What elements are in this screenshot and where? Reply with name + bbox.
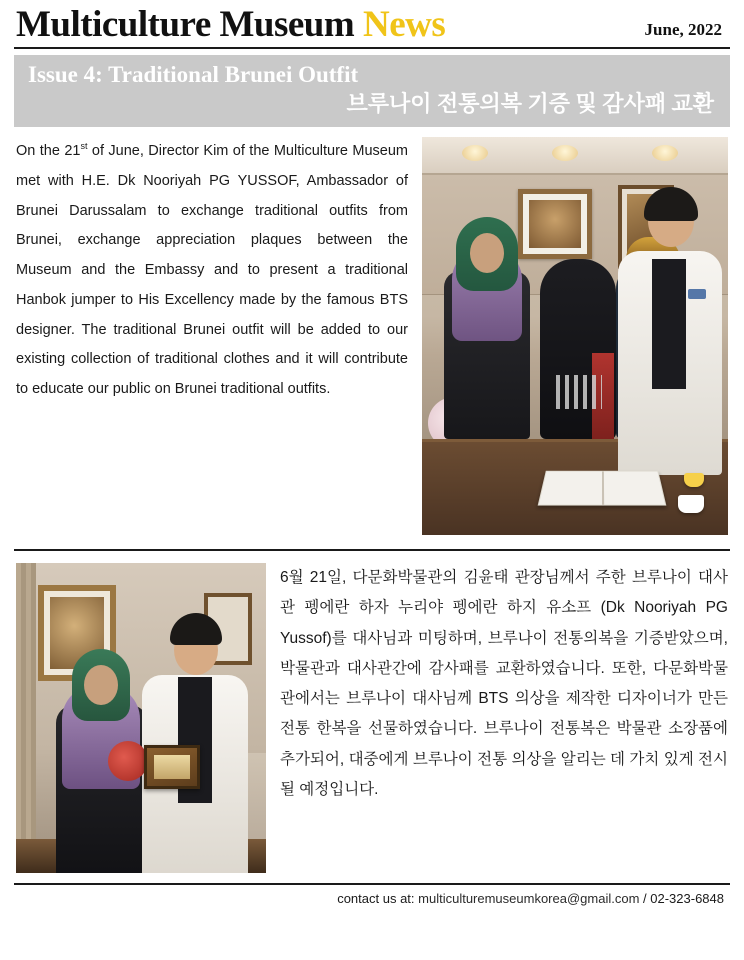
person-ambassador	[444, 203, 530, 439]
person-director-kim	[618, 175, 722, 475]
masthead-title-accent: News	[362, 4, 446, 45]
masthead-title	[16, 6, 445, 43]
article-top	[12, 137, 732, 535]
footer-contact	[12, 885, 732, 906]
masthead	[12, 0, 732, 45]
issue-banner	[14, 55, 730, 127]
masthead-divider	[14, 47, 730, 49]
footer-phone: / 02-323-6848	[639, 891, 724, 907]
footer-contact-prefix: contact us at:	[337, 891, 419, 907]
photo-plaque-exchange	[16, 563, 266, 873]
appreciation-plaque-icon	[144, 745, 200, 789]
article-bottom	[12, 563, 732, 873]
masthead-title-main: Multiculture Museum	[16, 4, 355, 45]
ordinal-suffix: st	[80, 141, 88, 152]
bouquet-icon	[108, 741, 148, 781]
person-director-kim	[142, 605, 248, 873]
issue-date: June, 2022	[644, 20, 722, 39]
article-top-body	[16, 137, 408, 535]
open-book-icon	[538, 471, 667, 506]
issue-title: Issue 4: Traditional Brunei Outfit	[28, 62, 359, 87]
section-divider	[14, 549, 730, 551]
article-bottom-body: 6월 21일, 다문화박물관의 김윤태 관장님께서 주한 브루나이 대사관 펭에란 하자 누리야 펭에란 하지 유소프 (Dk Nooriyah PG Yussof)를 대사님과 미팅하며, 브루나이 전통의복을 기증받았으며, 박물관과 대사관간에 감사패를 교환하였습니다. 또한, 다문화박물관에서는 브루나이 대사님께 BTS 의상을 제작한 디자이너가 만든 전통 한복을 선물하였습니다. 브루나이 전통복은 박물관 소장품에 추가되어, 대중에게 브루나이 전통 의상을 알리는 데 가치 있게 전시될 예정입니다.	[280, 569, 728, 798]
teacup-icon	[678, 495, 704, 513]
article-top-body-part1: On the 21	[16, 143, 81, 160]
teacup-yellow-icon	[684, 473, 704, 487]
issue-title-korean: 브루나이 전통의복 기증 및 감사패 교환	[346, 90, 714, 116]
article-top-body-part2: of June, Director Kim of the Multiculture Museum met with H.E. Dk Nooriyah PG YUSSOF, Ambassador of Brunei Darussalam to exchange traditional outfits from Brunei, exchange appreciation plaques between the Museum and the Embassy and to present a traditional Hanbok jumper to His Excellency made by the famous BTS designer. The traditional Brunei outfit will be added to our existing collection of traditional clothes and it will contribute to educate our public on Brunei traditional outfits.	[16, 143, 408, 397]
footer-email-link[interactable]: multiculturemuseumkorea@gmail.com	[418, 891, 640, 907]
photo-group-traditional-outfits	[422, 137, 728, 535]
